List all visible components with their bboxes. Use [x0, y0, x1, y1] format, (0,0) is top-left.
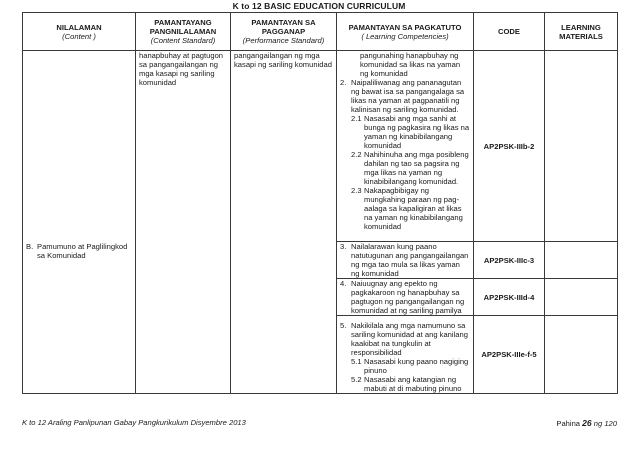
performance-standard-text: pangangailangan ng mga kasapi ng sariling komunidad [234, 51, 332, 69]
page-title: K to 12 BASIC EDUCATION CURRICULUM [232, 1, 406, 11]
lc-text: Nahihinuha ang mga posibleng dahilan ng tao sa pagsira ng mga likas na yaman ng kinabibilangang komunidad. [364, 150, 469, 186]
footer-document-name: K to 12 Araling Panlipunan Gabay Pangkurikulum Disyembre 2013 [22, 418, 246, 427]
lc-text: Nasasabi ang katangian ng mabuti at di mabuting pinuno [364, 375, 462, 393]
lc-number: 2.2 [351, 150, 362, 159]
performance-standard-cell [231, 51, 337, 394]
header-performance-standard: PAMANTAYAN SA PAGGANAP (Performance Standard) [231, 13, 337, 51]
of-label: ng [593, 419, 603, 428]
header-content-sub: (Content ) [62, 31, 96, 41]
lc-item-5-1 [340, 357, 470, 375]
code-cell [474, 242, 545, 279]
page-label: Pahina [556, 419, 581, 428]
code-text: AP2PSK-IIId-4 [483, 292, 535, 302]
code-text: AP2PSK-IIIc-3 [483, 255, 535, 265]
code-cell [474, 51, 545, 242]
code-cell [474, 316, 545, 394]
page-num: 26 [582, 418, 592, 428]
lc-number: 3. [340, 242, 347, 251]
curriculum-table [22, 12, 618, 394]
lc-item-2-3 [340, 186, 470, 231]
lc-text: Nasasabi kung paano nagiging pinuno [364, 357, 469, 375]
lc-number: 5.2 [351, 375, 362, 384]
learning-competency-cell [337, 242, 474, 279]
lc-number: 2.1 [351, 114, 362, 123]
content-text: Pamumuno at Paglilingkod sa Komunidad [37, 241, 128, 260]
learning-competency-cell [337, 279, 474, 316]
content-number: B. [26, 241, 34, 251]
lc-number: 2.3 [351, 186, 362, 195]
code-text: AP2PSK-IIIb-2 [483, 141, 535, 151]
content-cell [23, 51, 136, 242]
content-item-b [26, 242, 132, 260]
lc-number: 4. [340, 279, 347, 288]
header-learning-competencies: PAMANTAYAN SA PAGKATUTO ( Learning Competencies) [337, 13, 474, 51]
lc-item-2 [340, 78, 470, 114]
materials-cell [545, 316, 618, 394]
lc-item-2-2 [340, 150, 470, 186]
lc-text: Nakikilala ang mga namumuno sa sariling komunidad at ang kanilang kaakibat na tungkulin at responsibilidad [351, 321, 468, 357]
lc-item-4 [340, 279, 470, 315]
lc-item-5-2 [340, 375, 470, 393]
lc-text: Nakapagbibigay ng mungkahing paraan ng pag-aalaga sa kapaligiran at likas na yaman ng kinabibilangang komunidad [364, 186, 463, 231]
lc-text: Nailalarawan kung paano natutugunan ang pangangailangan ng mga tao mula sa likas yaman ng komunidad [351, 242, 469, 278]
header-performance-standard-sub: (Performance Standard) [242, 36, 325, 45]
total-pages: 120 [604, 419, 617, 428]
content-standard-text: hanapbuhay at pagtugon sa pangangailangan ng mga kasapi ng sariling komunidad [139, 51, 224, 87]
content-cell [23, 242, 136, 394]
header-content-standard: PAMANTAYANG PANGNILALAMAN (Content Standard) [136, 13, 231, 51]
footer-page-number [556, 418, 617, 428]
lc-number: 5. [340, 321, 347, 330]
lc-text: Nasasabi ang mga sanhi at bunga ng pagkasira ng likas na yaman ng kinabibilangang komunidad [364, 114, 470, 150]
code-text: AP2PSK-IIIe-f-5 [481, 350, 537, 359]
table-row [23, 51, 618, 242]
materials-cell [545, 279, 618, 316]
header-learning-competencies-sub: ( Learning Competencies) [361, 31, 449, 41]
header-code: CODE [474, 13, 545, 51]
lc-number: 5.1 [351, 357, 362, 366]
learning-competency-cell [337, 51, 474, 242]
lc-item-5 [340, 321, 470, 357]
learning-competency-cell [337, 316, 474, 394]
header-row [23, 13, 618, 51]
lc-number: 2. [340, 78, 347, 87]
lc-continued-text: pangunahing hanapbuhay ng komunidad sa likas na yaman ng komunidad [360, 51, 461, 78]
materials-cell [545, 242, 618, 279]
code-cell [474, 279, 545, 316]
header-learning-materials: LEARNING MATERIALS [545, 13, 618, 51]
lc-item-3 [340, 242, 470, 278]
header-content: NILALAMAN (Content ) [23, 13, 136, 51]
lc-text: Naipaliliwanag ang pananagutan ng bawat isa sa pangangalaga sa likas na yaman at pagpanatili ng kalinisan ng sariling komunidad. [351, 78, 465, 114]
content-standard-cell [136, 51, 231, 394]
materials-cell [545, 51, 618, 242]
lc-text: Naiuugnay ang epekto ng pagkakaroon ng hanapbuhay sa pagtugon ng pangangailangan ng komunidad at ng sariling pamilya [351, 279, 465, 315]
header-content-standard-sub: (Content Standard) [150, 36, 216, 45]
lc-item-2-1 [340, 114, 470, 150]
